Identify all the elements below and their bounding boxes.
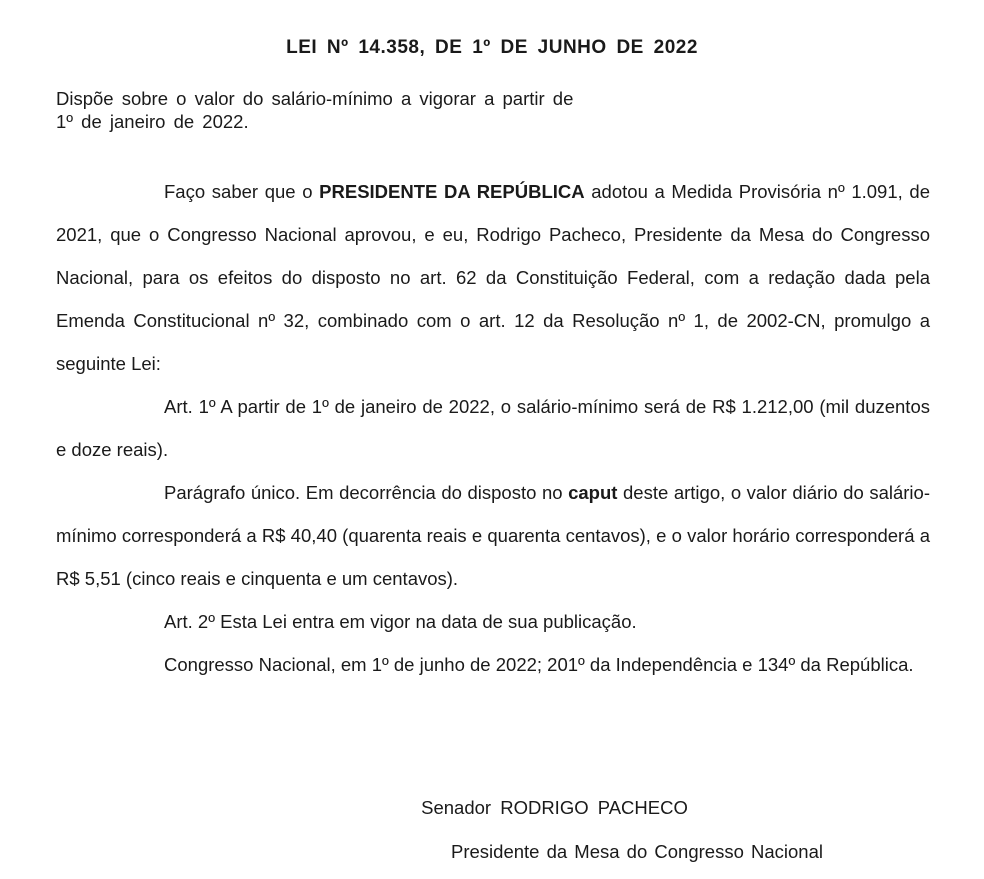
preamble-paragraph — [56, 170, 930, 385]
sole-paragraph-text-start: Parágrafo único. Em decorrência do disposto no — [164, 482, 569, 503]
signatory-role: Presidente da Mesa do Congresso Nacional — [451, 841, 823, 862]
article-1: Art. 1º A partir de 1º de janeiro de 2022, o salário-mínimo será de R$ 1.212,00 (mil duzentos e doze reais). — [56, 396, 930, 460]
law-title: LEI Nº 14.358, DE 1º DE JUNHO DE 2022 — [286, 37, 698, 58]
signatory-name: Senador RODRIGO PACHECO — [421, 797, 688, 818]
sole-paragraph-text-end: deste artigo, o valor diário do salário-mínimo corresponderá a R$ 40,40 (quarenta reais e quarenta centavos), e o valor horário corresponderá a R$ 5,51 (cinco reais e cinquenta e um centavos). — [56, 482, 930, 589]
sole-paragraph — [56, 471, 930, 600]
preamble-text-start: Faço saber que o — [164, 181, 320, 202]
law-body — [56, 170, 930, 686]
law-summary-line-1: Dispõe sobre o valor do salário-mínimo a vigorar a partir de — [56, 88, 574, 109]
preamble-text-end: adotou a Medida Provisória nº 1.091, de 2021, que o Congresso Nacional aprovou, e eu, Rodrigo Pacheco, Presidente da Mesa do Congresso Nacional, para os efeitos do disposto no art. 62 da Constituição Federal, com a redação dada pela Emenda Constitucional nº 32, combinado com o art. 12 da Resolução nº 1, de 2002-CN, promulgo a seguinte Lei: — [56, 181, 931, 374]
law-summary — [56, 87, 696, 133]
caput-term: caput — [568, 482, 618, 503]
article-2: Art. 2º Esta Lei entra em vigor na data de sua publicação. — [164, 611, 637, 632]
law-summary-line-2: 1º de janeiro de 2022. — [56, 111, 249, 132]
closing-paragraph: Congresso Nacional, em 1º de junho de 2022; 201º da Independência e 134º da República. — [164, 654, 914, 675]
preamble-bold-text: PRESIDENTE DA REPÚBLICA — [319, 181, 585, 202]
